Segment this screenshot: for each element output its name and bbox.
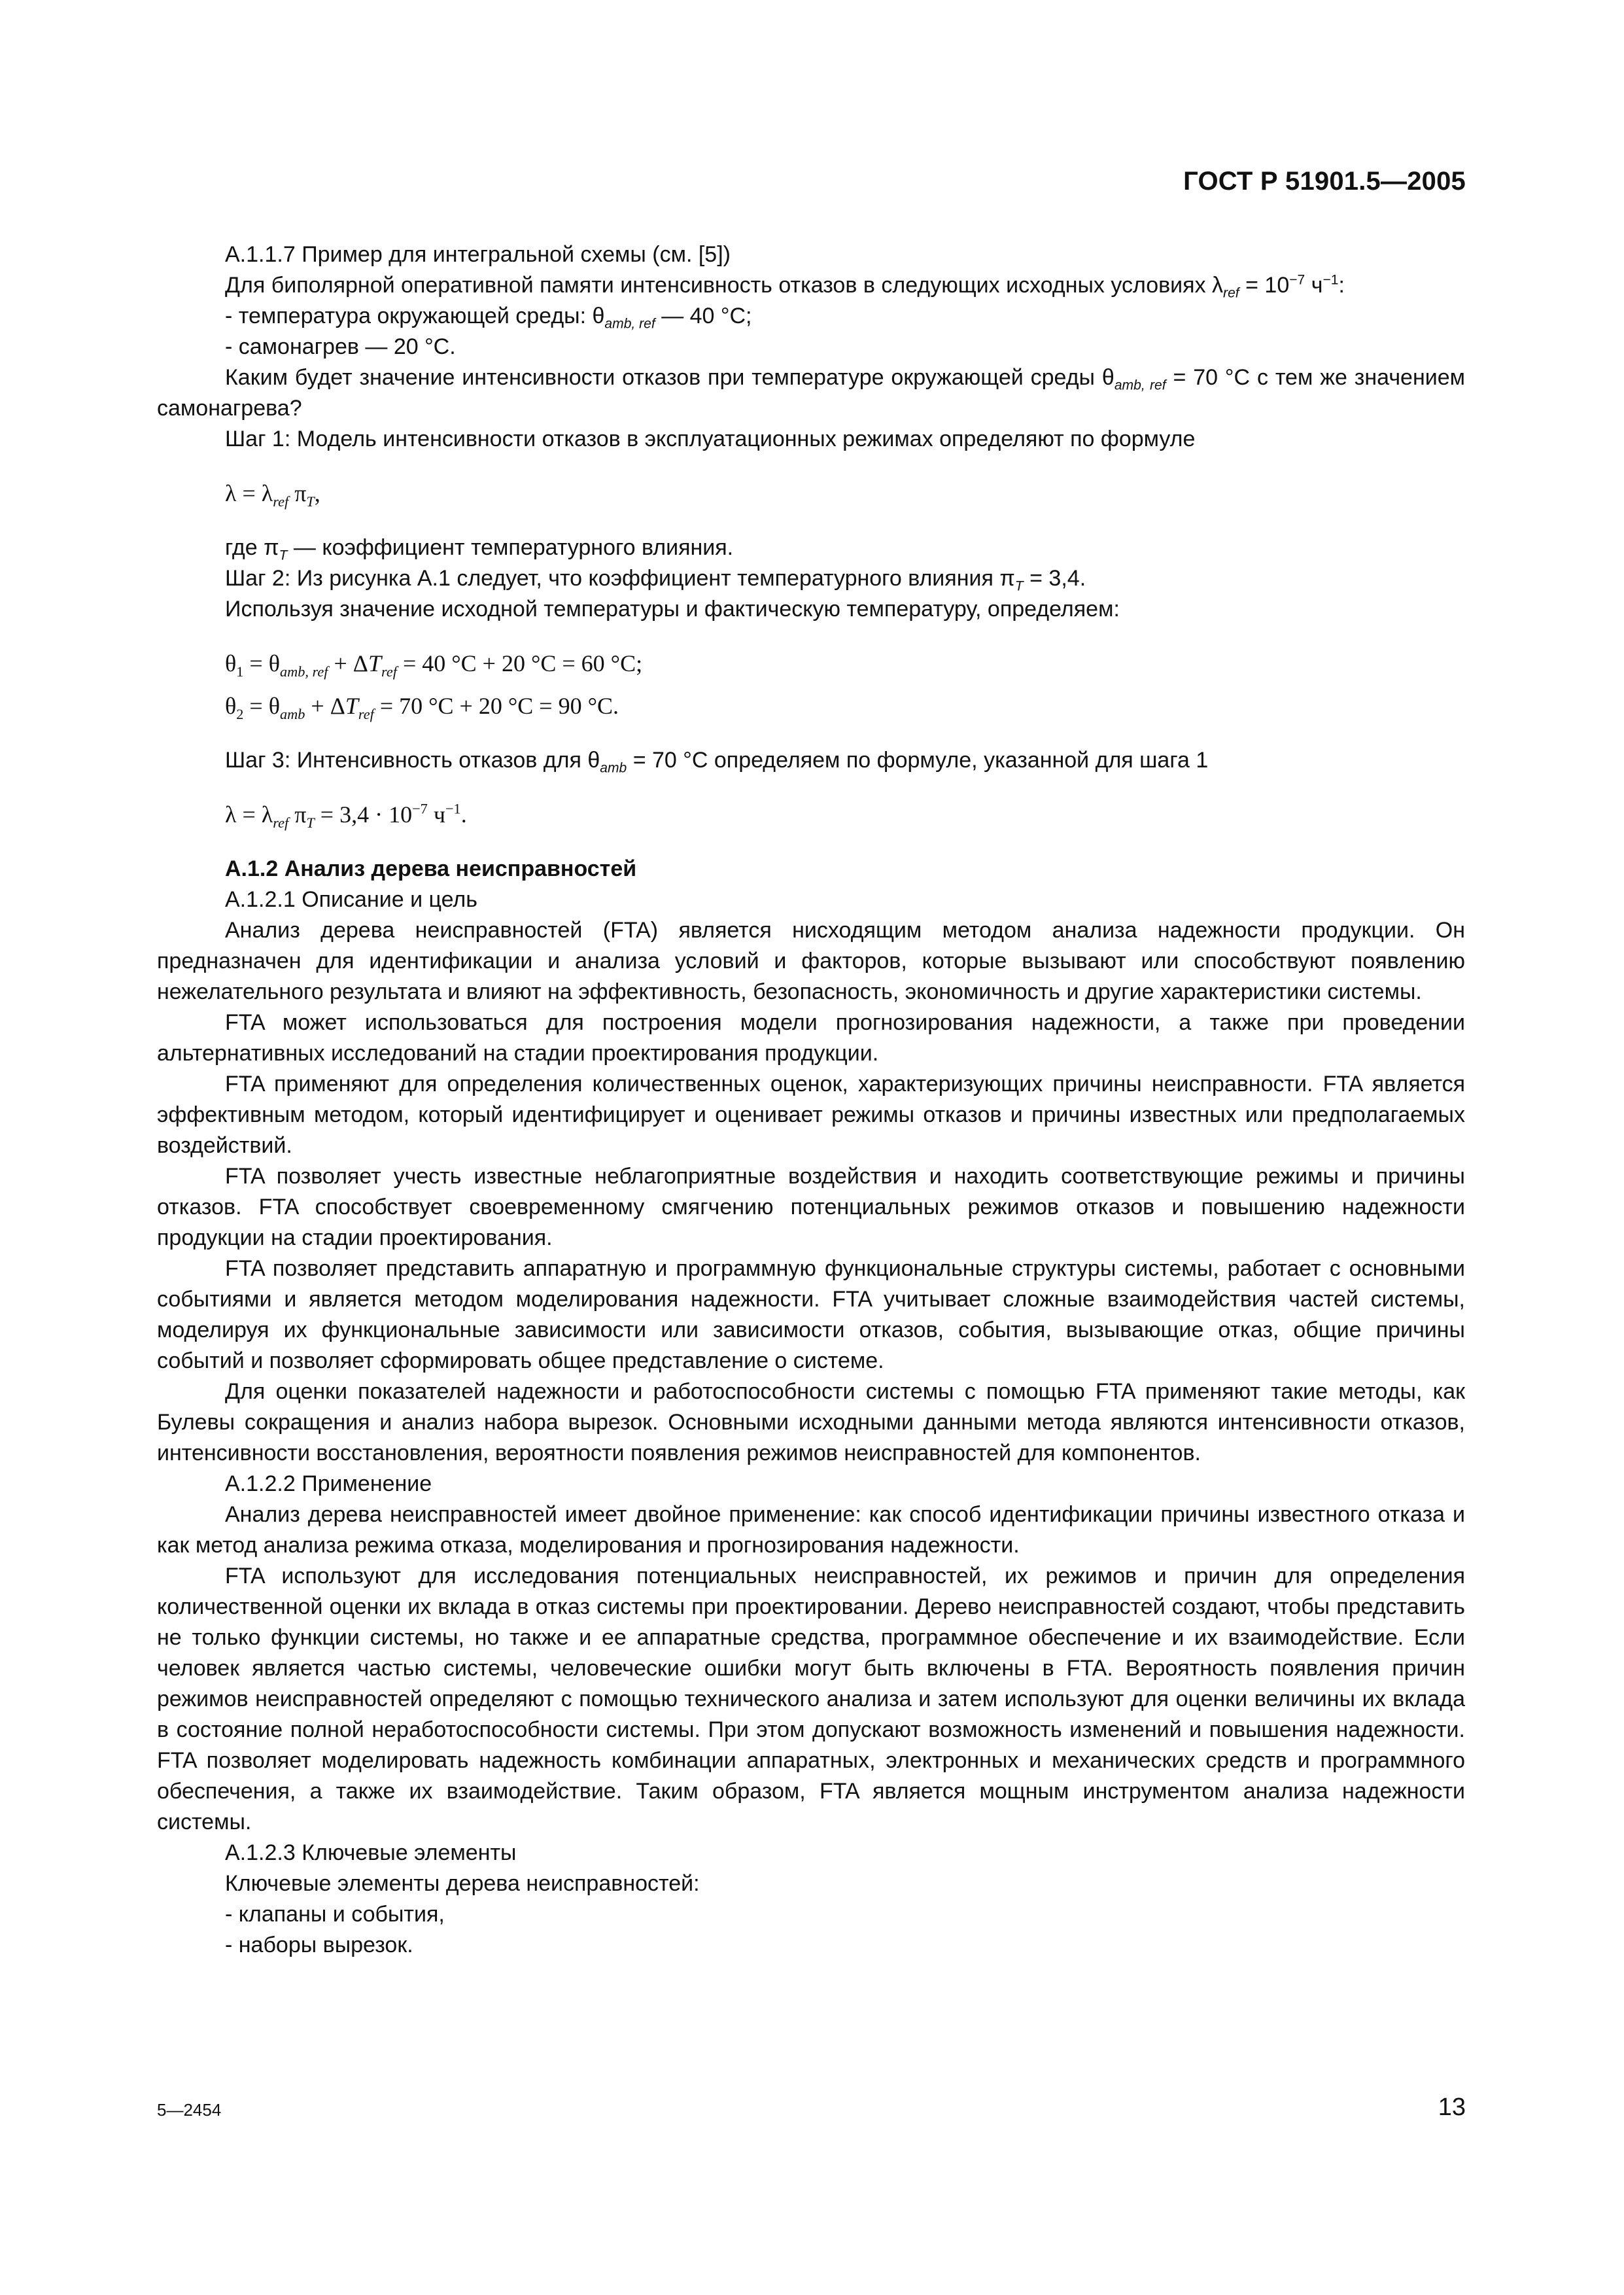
paragraph-fta-4: FTA позволяет учесть известные неблагоприятные воздействия и находить соответствующие режимы и причины отказов. FTA способствует своевременному смягчению потенциальных режимов отказов и повышению надежности продукции на стадии проектирования.	[157, 1164, 1465, 1250]
paragraph-fta-6: Для оценки показателей надежности и работоспособности системы с помощью FTA применяют такие методы, как Булевы сокращения и анализ набора вырезок. Основными исходными данными метода являются интенсивности отказов, интенсивности восстановления, вероятности появления режимов неисправностей для компонентов.	[157, 1379, 1465, 1465]
paragraph-step1: Шаг 1: Модель интенсивности отказов в эксплуатационных режимах определяют по формуле	[225, 427, 1196, 451]
paragraph-question: Каким будет значение интенсивности отказов при температуре окружающей среды $\theta_{amb, ref} = 70$ °С с тем же значением самонагрева?	[157, 365, 1465, 421]
subsection-title-key-elements: А.1.2.3 Ключевые элементы	[225, 1840, 517, 1865]
footer-print-code: 5—2454	[157, 2100, 222, 2120]
paragraph-initial-conditions: Для биполярной оперативной памяти интенсивность отказов в следующих исходных условиях $\lambda_{ref} = 10^{-7}$ $ч^{-1}$:	[225, 272, 1345, 301]
paragraph-fta-1: Анализ дерева неисправностей (FTA) является нисходящим методом анализа надежности продукции. Он предназначен для идентификации и анализа условий и факторов, которые вызывают или способствуют появлению нежелательного результата и влияют на эффективность, безопасность, экономичность и другие характеристики системы.	[157, 918, 1465, 1004]
paragraph-pi-definition: где $\pi_T$ — коэффициент температурного влияния.	[225, 535, 734, 563]
formula-failure-rate-result: $\lambda = \lambda_{ref}$ $\pi_T = 3,4 \cdot 10^{-7}$ $ч^{-1}$.	[225, 800, 467, 831]
paragraph-key-elements: Ключевые элементы дерева неисправностей:	[225, 1871, 700, 1896]
paragraph-temperatures: Используя значение исходной температуры и фактическую температуру, определяем:	[225, 597, 1120, 622]
subsection-title-application: А.1.2.2 Применение	[225, 1471, 432, 1496]
list-item-self-heating: - самонагрев — 20 °С.	[225, 334, 456, 359]
paragraph-fta-2: FTA может использоваться для построения модели прогнозирования надежности, а также при проведении альтернативных исследований на стадии проектирования продукции.	[157, 1010, 1465, 1066]
document-body	[157, 239, 1465, 1961]
paragraph-step2: Шаг 2: Из рисунка А.1 следует, что коэффициент температурного влияния $\pi_T = 3,4$.	[225, 566, 1086, 594]
paragraph-application-1: Анализ дерева неисправностей имеет двойное применение: как способ идентификации причины известного отказа и как метод анализа режима отказа, моделирования и прогнозирования надежности.	[157, 1502, 1465, 1558]
paragraph-fta-3: FTA применяют для определения количественных оценок, характеризующих причины неисправности. FTA является эффективным методом, который идентифицирует и оценивает режимы отказов и причины известных или предполагаемых воздействий.	[157, 1072, 1465, 1158]
paragraph-example-title: А.1.1.7 Пример для интегральной схемы (см. [5])	[225, 242, 731, 267]
formula-theta1: $\theta_1 = \theta_{amb, ref} + \Delta T_{ref} = 40$ °С + 20 °С = 60 °С;	[225, 650, 643, 680]
list-item-ambient-temp: - температура окружающей среды: $\theta_{amb, ref}$ — 40 °С;	[225, 304, 752, 332]
document-header: ГОСТ Р 51901.5—2005	[1183, 167, 1466, 196]
list-item-cut-sets: - наборы вырезок.	[225, 1933, 413, 1957]
subsection-title-description: А.1.2.1 Описание и цель	[225, 887, 477, 912]
formula-failure-rate-model: $\lambda = \lambda_{ref}$ $\pi_T$,	[225, 480, 320, 510]
page-number: 13	[1438, 2094, 1466, 2121]
section-title-fta: А.1.2 Анализ дерева неисправностей	[225, 856, 637, 881]
formula-theta2: $\theta_2 = \theta_{amb} + \Delta T_{ref} = 70$ °С + 20 °С = 90 °С.	[225, 693, 619, 722]
list-item-gates-events: - клапаны и события,	[225, 1902, 445, 1927]
paragraph-application-2: FTA используют для исследования потенциальных неисправностей, их режимов и причин для определения количественной оценки их вклада в отказ системы при проектировании. Дерево неисправностей создают, чтобы представить не только функции системы, но также и ее аппаратные средства, программное обеспечение и их взаимодействие. Если человек является частью системы, человеческие ошибки могут быть включены в FTA. Вероятность появления причин режимов неисправностей определяют с помощью технического анализа и затем используют для оценки величины их вклада в состояние полной неработоспособности системы. При этом допускают возможность изменений и повышения надежности. FTA позволяет моделировать надежность комбинации аппаратных, электронных и механических средств и программного обеспечения, а также их взаимодействие. Таким образом, FTA является мощным инструментом анализа надежности системы.	[157, 1564, 1465, 1834]
paragraph-step3: Шаг 3: Интенсивность отказов для $\theta_{amb} = 70$ °С определяем по формуле, указанной для шага 1	[225, 748, 1209, 776]
paragraph-fta-5: FTA позволяет представить аппаратную и программную функциональные структуры системы, работает с основными событиями и является методом моделирования надежности. FTA учитывает сложные взаимодействия частей системы, моделируя их функциональные зависимости или зависимости отказов, события, вызывающие отказ, общие причины событий и позволяет сформировать общее представление о системе.	[157, 1256, 1465, 1373]
